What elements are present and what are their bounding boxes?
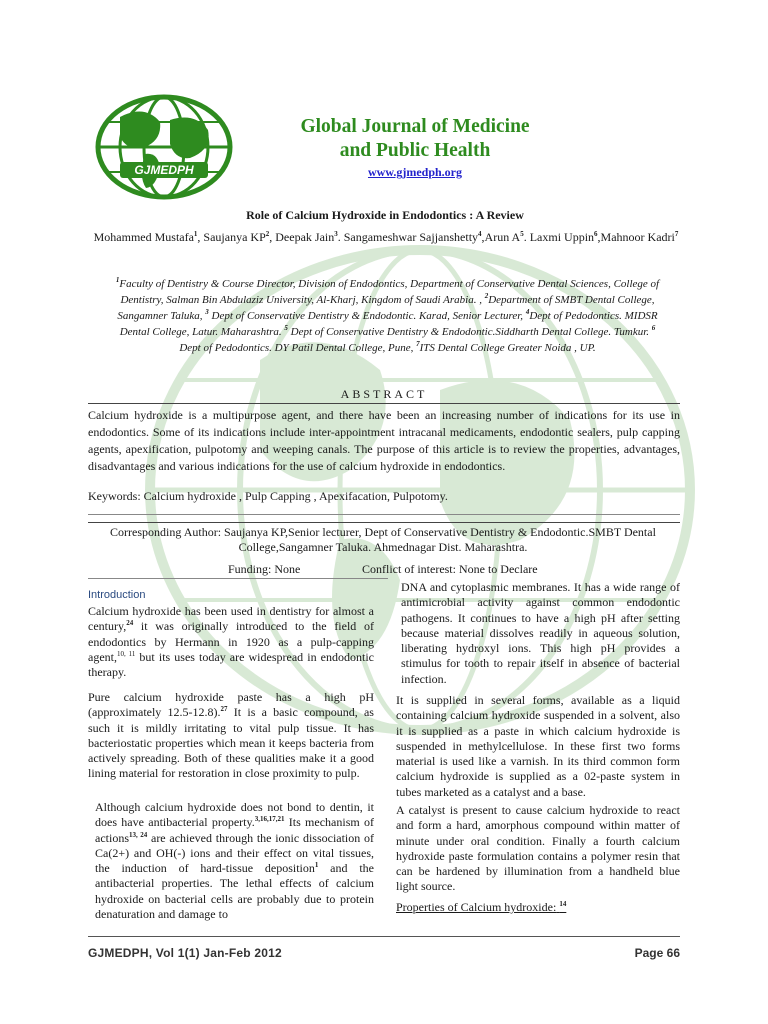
citation-sup: 1	[314, 861, 319, 870]
journal-title	[250, 115, 580, 163]
paragraph-text: and the antibacterial properties. The lethal effects of calcium hydroxide on bacterial cells are probably due to protein denaturation and damage to	[95, 861, 374, 922]
affiliation-sup: 3	[205, 308, 209, 316]
footer-divider	[88, 936, 680, 937]
affiliation-sup: 6	[651, 324, 656, 332]
affiliations	[110, 276, 665, 356]
author-sup: 3	[334, 230, 338, 238]
abstract-divider	[88, 403, 680, 404]
journal-title-line2: and Public Health	[339, 140, 491, 161]
author-name: . Sangameshwar Sajjanshetty	[337, 230, 479, 244]
affiliation-text: Dept of Conservative Dentistry & Endodontic. Karad, Senior Lecturer,	[208, 310, 524, 322]
funding-divider	[88, 578, 388, 579]
abstract-heading: ABSTRACT	[340, 387, 428, 401]
abstract-text: Calcium hydroxide is a multipurpose agent, and there have been an increasing number of indications for its use in endodontics. Some of its indications include inter-appointment intracanal medicaments, endodontic sealers, pulp capping agents, apexification, pulpotomy and weeping canals. The purpose of this article is to review the properties, advantages, disadvantages and various indications for the use of calcium hydroxide in endodontics.	[88, 408, 680, 473]
correspondence-divider	[88, 522, 680, 523]
affiliation-text: Dept of Pedodontics. MIDSR Dental College, Latur. Maharashtra.	[119, 310, 658, 338]
affiliation-text: Dept of Conservative Dentistry & Endodontic.Siddharth Dental College. Tumkur.	[287, 326, 650, 338]
affiliation-text: Dept of Pedodontics. DY Patil Dental College, Pune,	[179, 342, 414, 354]
author-name: ,Mahnoor Kadri	[597, 230, 675, 244]
citation-sup: 24	[126, 619, 134, 628]
section-heading-text: Properties of Calcium hydroxide:	[396, 900, 557, 914]
citation-sup: 13, 24	[129, 830, 148, 839]
paragraph-text: it was originally introduced to the field of endodontics by Hermann in 1920 as a pulp-capping agent,	[88, 619, 374, 664]
body-paragraph	[88, 604, 374, 680]
author-name: Mohammed Mustafa	[93, 230, 194, 244]
body-paragraph: DNA and cytoplasmic membranes. It has a wide range of antimicrobial activity against common endodontic pathogens. It continues to have a high pH after setting because material dissolves readily in aqueous solution, liberating hydroxyl ions. This high pH provides a stimulus for tooth to repair itself in absence of bacterial infection.	[401, 580, 680, 686]
journal-logo	[90, 92, 238, 207]
affiliation-sup: 1	[115, 276, 120, 284]
paragraph-text: Pure calcium hydroxide paste has a high pH (approximately 12.5-12.8).	[88, 690, 374, 720]
corresponding-author: Corresponding Author: Saujanya KP,Senior lecturer, Dept of Conservative Dentistry & Endodontic.SMBT Dental College,Sangamner Taluka. Ahmednagar Dist. Maharashtra.	[110, 525, 656, 554]
body-paragraph: A catalyst is present to cause calcium hydroxide to react and form a hard, amorphous compound within matter of minute under oral condition. Finally a fourth calcium hydroxide paste formulation contains a polymer resin that can be hardened by illumination from a handheld blue light source.	[396, 803, 680, 894]
body-paragraph	[88, 690, 374, 782]
citation-sup: 3,16,17,21	[254, 815, 285, 824]
author-sup: 6	[594, 230, 598, 238]
body-paragraph	[95, 800, 374, 922]
keywords: Keywords: Calcium hydroxide , Pulp Capping , Apexifacation, Pulpotomy.	[88, 489, 448, 503]
citation-sup: 27	[220, 705, 228, 714]
journal-title-line1: Global Journal of Medicine	[300, 116, 530, 137]
author-sup: 5	[520, 230, 524, 238]
affiliation-text: ITS Dental College Greater Noida , UP.	[419, 342, 596, 354]
paragraph-text: are achieved through the ionic dissociation of Ca(2+) and OH(-) ions and their effect on vital tissues, the induction of hard-tissue deposition	[95, 830, 374, 876]
affiliation-sup: 5	[284, 324, 288, 332]
author-sup: 7	[674, 230, 679, 238]
author-sup: 2	[265, 230, 270, 238]
author-list	[88, 229, 684, 246]
author-name: . Laxmi Uppin	[523, 230, 595, 244]
conflict-of-interest: Conflict of interest: None to Declare	[362, 562, 538, 576]
page-number: Page 66	[634, 946, 680, 960]
journal-url-link[interactable]: www.gjmedph.org	[367, 165, 462, 179]
author-sup: 1	[193, 230, 198, 238]
logo-text: GJMEDPH	[134, 163, 194, 177]
footer-citation: GJMEDPH, Vol 1(1) Jan-Feb 2012	[88, 946, 282, 960]
funding: Funding: None	[228, 562, 301, 576]
properties-heading	[396, 900, 566, 915]
author-name: , Saujanya KP	[197, 230, 266, 244]
paragraph-text: Calcium hydroxide has been used in dentistry for almost a century,	[88, 604, 374, 634]
introduction-heading: Introduction	[88, 589, 146, 601]
body-paragraph: It is supplied in several forms, available as a liquid containing calcium hydroxide suspended in a solvent, also it is supplied as a paste in which calcium hydroxide is suspended in methylcellulose. In these first two forms material is used like a varnish. In its third common form calcium hydroxide is supplied as a 02-paste system in tubes marketed as a catalyst and a base.	[396, 693, 680, 799]
paragraph-text: Although calcium hydroxide does not bond to dentin, it does have antibacterial property.	[95, 800, 374, 830]
article-title: Role of Calcium Hydroxide in Endodontics : A Review	[246, 208, 524, 222]
paragraph-text: It is a basic compound, as such it is mildly irritating to vital pulp tissue. It has bacteriostatic properties which mean it keeps bacteria from actively spreading. Both of these qualities make it a good lining material for restoration in close proximity to pulp.	[88, 705, 374, 781]
keywords-divider	[88, 514, 680, 515]
author-name: ,Arun A	[481, 230, 521, 244]
author-name: , Deepak Jain	[269, 230, 335, 244]
paragraph-text: Its mechanism of actions	[95, 815, 374, 845]
citation-sup: 14	[559, 900, 567, 908]
author-sup: 4	[478, 230, 482, 238]
affiliation-text: Faculty of Dentistry & Course Director, Division of Endodontics, Department of Conservative Dental Sciences, College of Dentistry, Salman Bin Abdulaziz University, Al-Kharj, Kingdom of Saudi Arabia. ,	[119, 278, 660, 306]
citation-sup: 10, 11	[117, 649, 136, 658]
paragraph-text: but its uses today are widespread in endodontic therapy.	[88, 649, 374, 680]
affiliation-sup: 7	[416, 340, 420, 348]
affiliation-sup: 2	[484, 292, 489, 300]
affiliation-sup: 4	[525, 308, 530, 316]
affiliation-text: Department of SMBT Dental College, Sangamner Taluka,	[117, 294, 655, 322]
